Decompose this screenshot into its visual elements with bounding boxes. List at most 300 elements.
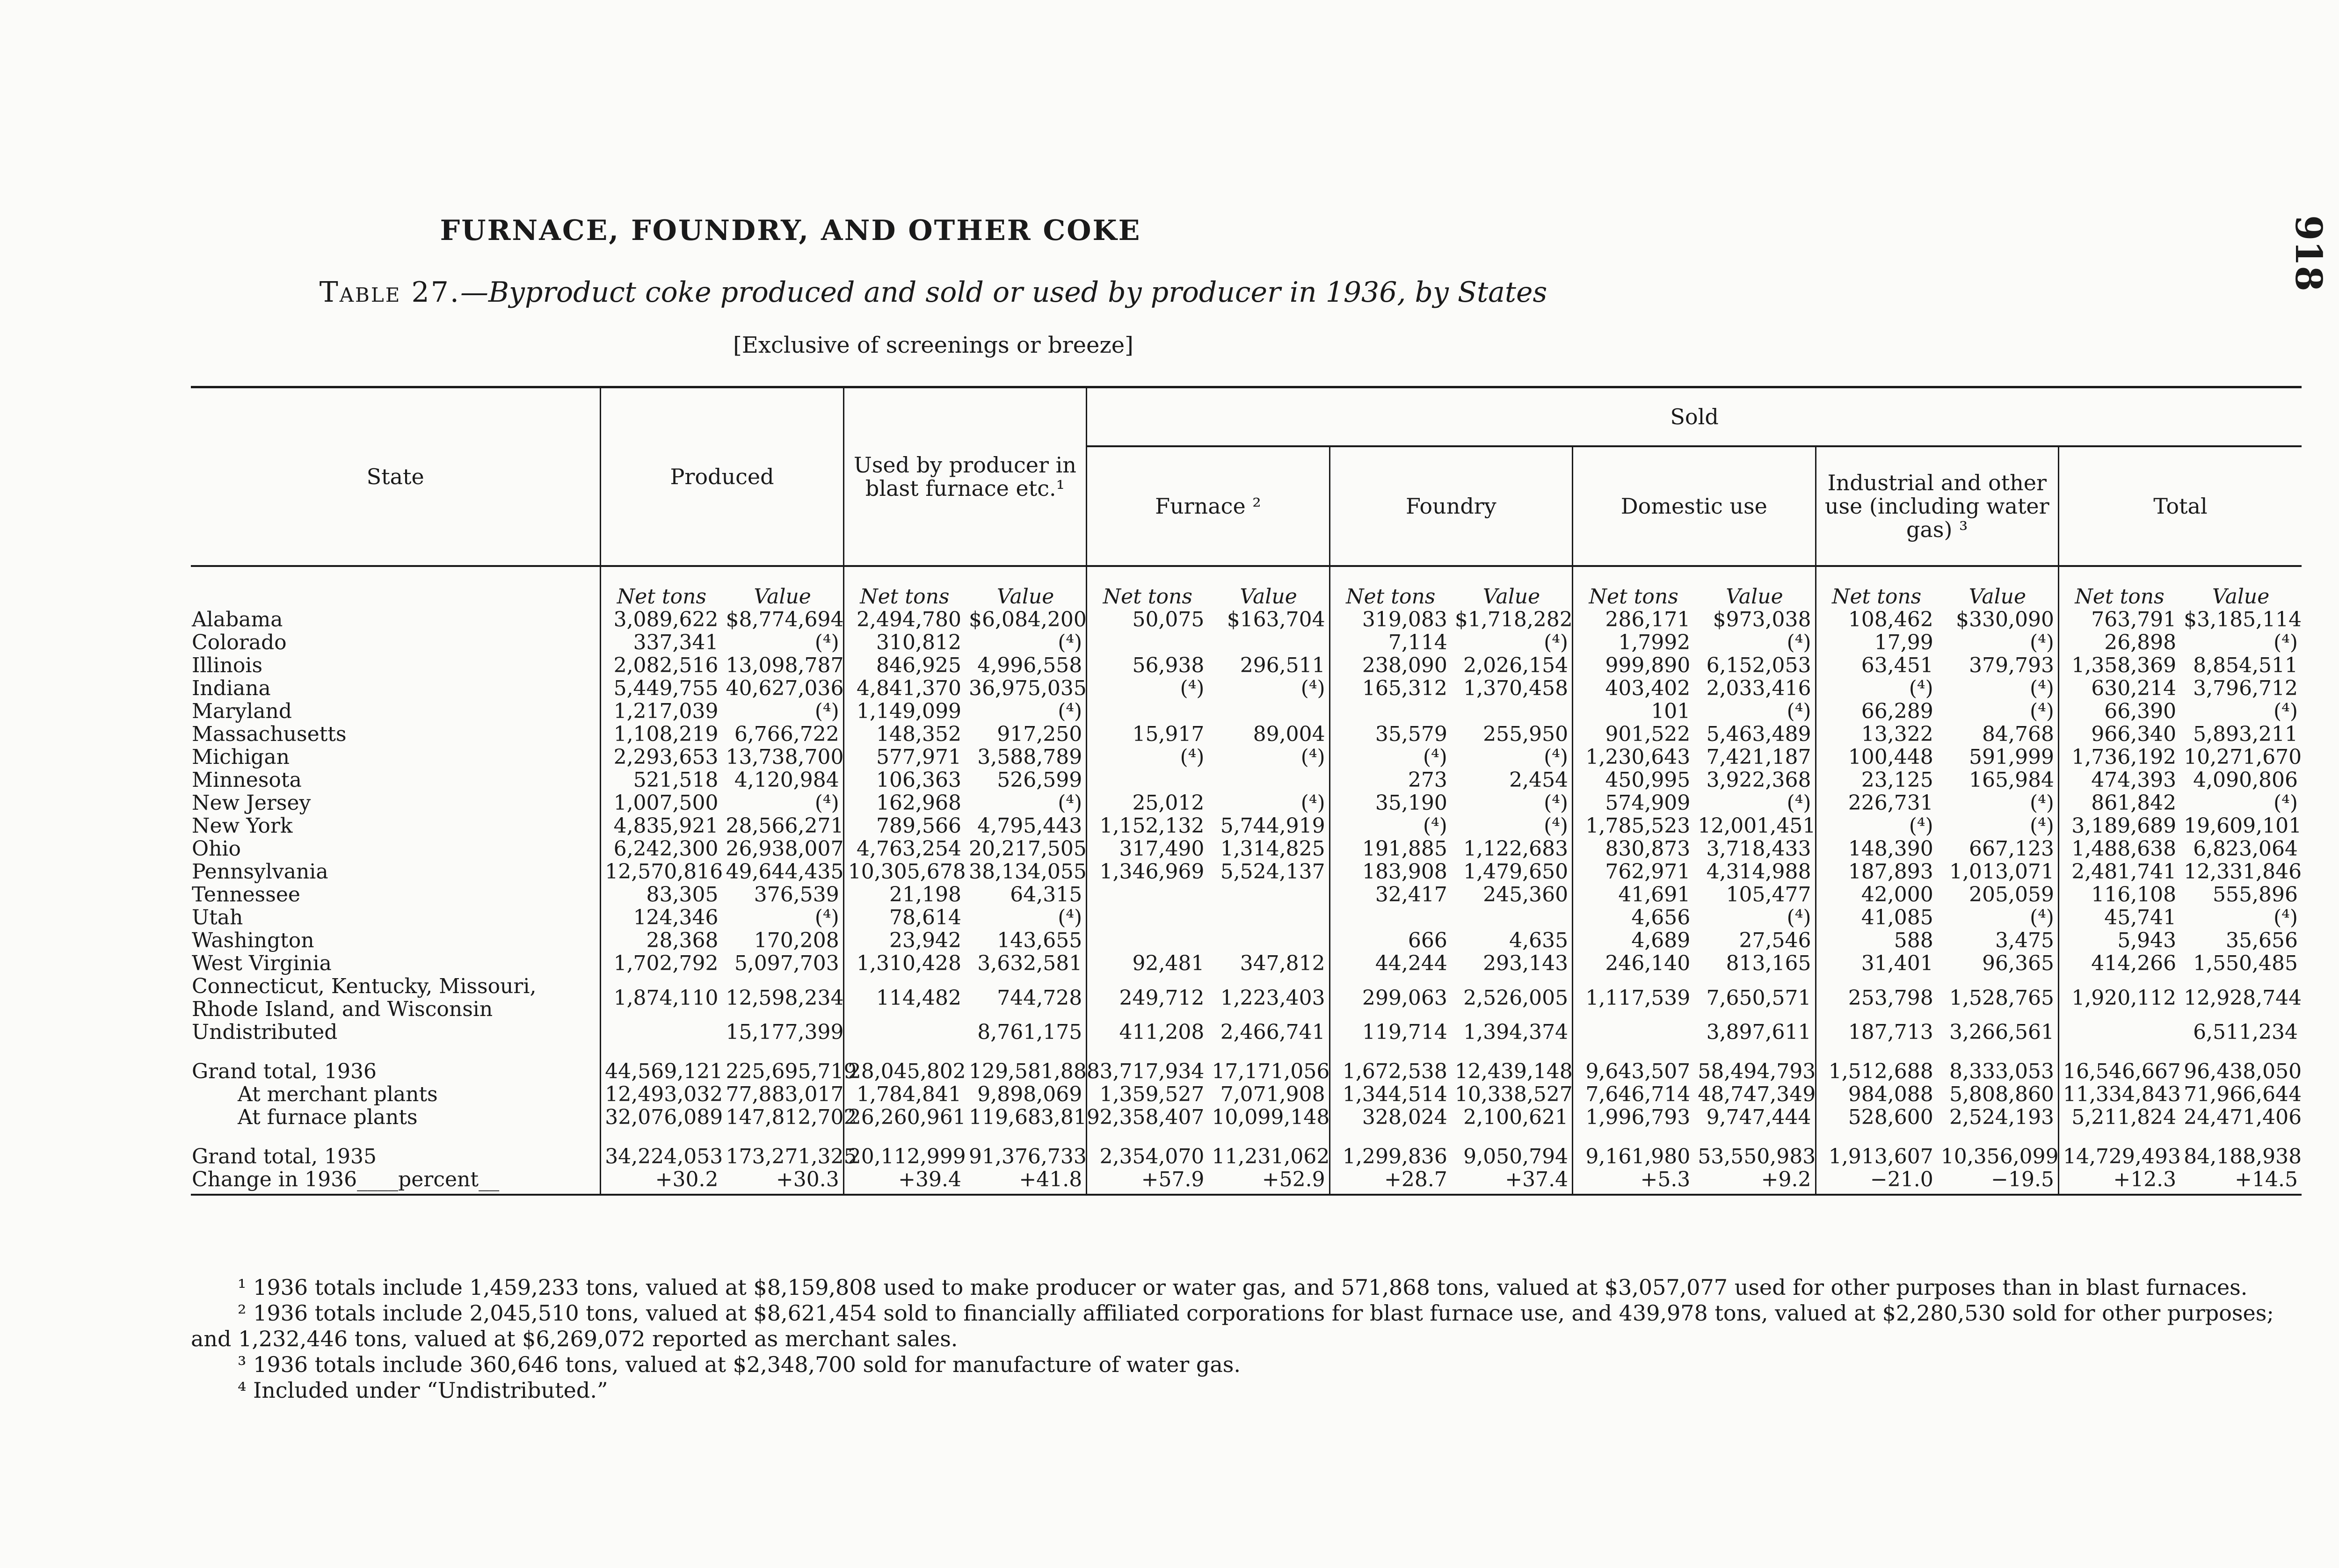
value-cell: +41.8 xyxy=(965,1168,1087,1195)
net-tons-cell: 1,996,793 xyxy=(1573,1106,1694,1129)
header-industrial: Industrial and other use (including water gas) ³ xyxy=(1816,446,2058,566)
net-tons-cell: 108,462 xyxy=(1816,608,1937,631)
net-tons-cell: 2,358,407 xyxy=(1087,1106,1208,1129)
net-tons-cell: 106,363 xyxy=(843,769,965,791)
value-cell: $1,718,282 xyxy=(1454,608,1573,632)
net-tons-cell: +57.9 xyxy=(1087,1168,1208,1195)
value-cell: (⁴) xyxy=(1787,631,1811,654)
net-tons-cell: 148,352 xyxy=(843,723,965,746)
net-tons-cell: 1,358,369 xyxy=(2058,654,2180,677)
net-tons-cell: 474,393 xyxy=(2058,769,2180,791)
value-cell: (⁴) xyxy=(2274,631,2298,654)
net-tons-cell: 1,784,841 xyxy=(843,1083,965,1106)
table-row xyxy=(191,1083,2302,1106)
net-tons-cell: 984,088 xyxy=(1816,1083,1937,1106)
header-produced: Produced xyxy=(601,387,843,566)
net-tons-cell: 7,646,714 xyxy=(1573,1083,1694,1106)
value-cell: 40,627,036 xyxy=(726,676,844,700)
net-tons-cell: 4,689 xyxy=(1573,929,1694,952)
value-cell: 2,466,741 xyxy=(1220,1020,1325,1044)
net-tons-cell xyxy=(1329,906,1451,929)
net-tons-cell: 273 xyxy=(1329,769,1451,791)
state-name: Colorado xyxy=(192,631,287,654)
net-tons-cell: +28.7 xyxy=(1329,1168,1451,1195)
net-tons-cell: 2,082,516 xyxy=(601,654,722,677)
value-cell: 3,718,433 xyxy=(1706,837,1811,861)
value-cell: 3,632,581 xyxy=(977,951,1082,975)
net-tons-cell: 249,712 xyxy=(1087,975,1208,1021)
value-cell: (⁴) xyxy=(2274,906,2298,929)
net-tons-cell: 1,217,039 xyxy=(601,700,722,723)
value-cell: 347,812 xyxy=(1240,951,1325,975)
value-cell: 7,650,571 xyxy=(1706,986,1811,1010)
net-tons-cell: 3,089,622 xyxy=(601,608,722,631)
state-name: Washington xyxy=(192,929,314,952)
value-cell: 58,494,793 xyxy=(1698,1060,1816,1083)
value-cell: 526,599 xyxy=(997,768,1082,792)
value-cell: (⁴) xyxy=(814,631,839,654)
footnote-2: ² 1936 totals include 2,045,510 tons, valued at $8,621,454 sold to financially affiliated corporations for blast furnace use, and 439,978 tons, valued at $2,280,530 sold for other purposes; and 1,232,446 tons, valued at $6,269,072 reported as merchant sales. xyxy=(191,1300,2274,1351)
state-name: Illinois xyxy=(192,653,263,677)
value-cell: 917,250 xyxy=(997,722,1082,746)
value-cell: 17,171,056 xyxy=(1212,1060,1330,1083)
value-cell: 6,152,053 xyxy=(1706,653,1811,677)
net-tons-cell: 1,117,539 xyxy=(1573,975,1694,1021)
value-cell: +30.3 xyxy=(722,1168,844,1195)
net-tons-cell: 78,614 xyxy=(843,906,965,929)
net-tons-cell: 763,791 xyxy=(2058,608,2180,631)
value-cell: (⁴) xyxy=(2029,699,2054,723)
value-cell xyxy=(1451,906,1573,929)
net-tons-cell: 1,299,836 xyxy=(1329,1129,1451,1168)
net-tons-cell: 1,152,132 xyxy=(1087,814,1208,837)
value-cell: 7,421,187 xyxy=(1706,745,1811,769)
value-cell xyxy=(1208,906,1329,929)
value-cell: 4,795,443 xyxy=(977,814,1082,838)
net-tons-cell: 23,125 xyxy=(1816,769,1937,791)
net-tons-cell: 630,214 xyxy=(2058,677,2180,700)
table-note: [Exclusive of screenings or breeze] xyxy=(733,332,1133,358)
table-row xyxy=(191,1129,2302,1168)
net-tons-cell: 999,890 xyxy=(1573,654,1694,677)
value-cell: 1,013,071 xyxy=(1949,860,2054,884)
net-tons-cell: (⁴) xyxy=(1816,814,1937,837)
net-tons-cell: 6,242,300 xyxy=(601,837,722,860)
state-name: At merchant plants xyxy=(238,1082,438,1106)
value-cell: 77,883,017 xyxy=(726,1082,844,1106)
net-tons-cell: (⁴) xyxy=(1329,746,1451,769)
table-row xyxy=(191,700,2302,723)
value-cell: (⁴) xyxy=(1058,791,1082,815)
net-tons-cell: 28,045,802 xyxy=(843,1044,965,1083)
net-tons-cell: 238,090 xyxy=(1329,654,1451,677)
unit-value: Value xyxy=(1482,585,1540,609)
net-tons-cell: 100,448 xyxy=(1816,746,1937,769)
net-tons-cell: 2,494,780 xyxy=(843,608,965,631)
table-row xyxy=(191,929,2302,952)
net-tons-cell: 15,917 xyxy=(1087,723,1208,746)
value-cell: 2,100,621 xyxy=(1463,1105,1569,1129)
net-tons-cell: 23,942 xyxy=(843,929,965,952)
net-tons-cell: 253,798 xyxy=(1816,975,1937,1021)
net-tons-cell: 25,012 xyxy=(1087,791,1208,814)
value-cell: 3,897,611 xyxy=(1706,1020,1811,1044)
net-tons-cell: 1,920,112 xyxy=(2058,975,2180,1021)
net-tons-cell: 35,579 xyxy=(1329,723,1451,746)
net-tons-cell: 328,024 xyxy=(1329,1106,1451,1129)
net-tons-cell: 42,000 xyxy=(1816,883,1937,906)
value-cell: (⁴) xyxy=(2274,791,2298,815)
value-cell: 89,004 xyxy=(1253,722,1325,746)
value-cell: $163,704 xyxy=(1227,608,1325,632)
net-tons-cell: 26,898 xyxy=(2058,631,2180,654)
net-tons-cell: 5,449,755 xyxy=(601,677,722,700)
value-cell: 84,188,938 xyxy=(2184,1145,2302,1169)
value-cell: (⁴) xyxy=(2029,676,2054,700)
table-row xyxy=(191,723,2302,746)
value-cell: 1,394,374 xyxy=(1463,1020,1569,1044)
footnote-4: ⁴ Included under “Undistributed.” xyxy=(238,1378,608,1403)
coke-table xyxy=(191,386,2302,1196)
value-cell: 296,511 xyxy=(1240,653,1325,677)
value-cell: +52.9 xyxy=(1208,1168,1329,1195)
value-cell: 20,217,505 xyxy=(968,837,1087,861)
state-name: Grand total, 1935 xyxy=(192,1145,377,1169)
table-row xyxy=(191,654,2302,677)
net-tons-cell: (⁴) xyxy=(1087,677,1208,700)
value-cell: 15,177,399 xyxy=(726,1020,844,1044)
value-cell: 376,539 xyxy=(754,883,839,907)
net-tons-cell: 13,322 xyxy=(1816,723,1937,746)
value-cell: 173,271,325 xyxy=(726,1145,857,1169)
value-cell: (⁴) xyxy=(2029,814,2054,838)
net-tons-cell: 26,260,961 xyxy=(843,1106,965,1129)
value-cell: 255,950 xyxy=(1483,722,1569,746)
value-cell: (⁴) xyxy=(814,791,839,815)
net-tons-cell: 1,512,688 xyxy=(1816,1044,1937,1083)
net-tons-cell: +12.3 xyxy=(2058,1168,2180,1195)
net-tons-cell: 337,341 xyxy=(601,631,722,654)
value-cell: 129,581,888 xyxy=(968,1060,1100,1083)
value-cell: 64,315 xyxy=(1010,883,1082,907)
page-number: 918 xyxy=(2287,215,2330,291)
net-tons-cell: 187,893 xyxy=(1816,860,1937,883)
net-tons-cell: 50,075 xyxy=(1087,608,1208,631)
value-cell: 12,439,148 xyxy=(1454,1060,1573,1083)
value-cell: 4,635 xyxy=(1509,929,1569,952)
value-cell: 119,683,819 xyxy=(968,1105,1100,1129)
net-tons-cell: 183,908 xyxy=(1329,860,1451,883)
net-tons-cell: 4,835,921 xyxy=(601,814,722,837)
net-tons-cell: 3,189,689 xyxy=(2058,814,2180,837)
net-tons-cell: 28,368 xyxy=(601,929,722,952)
net-tons-cell: 83,305 xyxy=(601,883,722,906)
net-tons-cell: (⁴) xyxy=(1816,677,1937,700)
value-cell: 379,793 xyxy=(1969,653,2054,677)
value-cell xyxy=(1451,700,1573,723)
header-state: State xyxy=(191,387,601,566)
value-cell: (⁴) xyxy=(1300,676,1325,700)
net-tons-cell: 101 xyxy=(1573,700,1694,723)
value-cell: 12,331,846 xyxy=(2184,860,2302,884)
net-tons-cell: 32,076,089 xyxy=(601,1106,722,1129)
net-tons-cell: 11,334,843 xyxy=(2058,1083,2180,1106)
net-tons-cell: 92,481 xyxy=(1087,952,1208,975)
net-tons-cell: 114,482 xyxy=(843,975,965,1021)
units-spacer xyxy=(191,566,601,608)
table-row xyxy=(191,1021,2302,1044)
header-foundry: Foundry xyxy=(1329,446,1572,566)
value-cell: (⁴) xyxy=(1058,631,1082,654)
net-tons-cell: 7,114 xyxy=(1329,631,1451,654)
net-tons-cell: 16,546,667 xyxy=(2058,1044,2180,1083)
value-cell xyxy=(1208,631,1329,654)
value-cell: 591,999 xyxy=(1969,745,2054,769)
value-cell: (⁴) xyxy=(1544,791,1569,815)
net-tons-cell xyxy=(1087,700,1208,723)
table-row xyxy=(191,1044,2302,1083)
net-tons-cell: +30.2 xyxy=(601,1168,722,1195)
net-tons-cell: 762,971 xyxy=(1573,860,1694,883)
footnotes xyxy=(191,1275,2305,1403)
value-cell: 1,370,458 xyxy=(1463,676,1569,700)
net-tons-cell: 830,873 xyxy=(1573,837,1694,860)
value-cell: (⁴) xyxy=(1787,906,1811,929)
table-row xyxy=(191,769,2302,791)
net-tons-cell: 41,691 xyxy=(1573,883,1694,906)
value-cell: 13,098,787 xyxy=(726,653,844,677)
value-cell: 10,271,670 xyxy=(2184,745,2302,769)
value-cell: 5,097,703 xyxy=(734,951,839,975)
value-cell: 165,984 xyxy=(1969,768,2054,792)
footnote-1: ¹ 1936 totals include 1,459,233 tons, valued at $8,159,808 used to make producer or water gas, and 571,868 tons, valued at $3,057,077 used for other purposes than in blast furnaces. xyxy=(238,1275,2248,1300)
section-title: FURNACE, FOUNDRY, AND OTHER COKE xyxy=(440,214,1141,247)
header-domestic: Domestic use xyxy=(1573,446,1816,566)
value-cell: 6,511,234 xyxy=(2193,1020,2298,1044)
value-cell: (⁴) xyxy=(2274,699,2298,723)
table-row xyxy=(191,1106,2302,1129)
value-cell: (⁴) xyxy=(1058,906,1082,929)
net-tons-cell: 310,812 xyxy=(843,631,965,654)
net-tons-cell: 66,390 xyxy=(2058,700,2180,723)
net-tons-cell xyxy=(1087,906,1208,929)
table-row xyxy=(191,837,2302,860)
net-tons-cell: 34,224,053 xyxy=(601,1129,722,1168)
net-tons-cell: 1,874,110 xyxy=(601,975,722,1021)
net-tons-cell: 966,340 xyxy=(2058,723,2180,746)
value-cell: 35,656 xyxy=(2226,929,2298,952)
net-tons-cell: 574,909 xyxy=(1573,791,1694,814)
net-tons-cell: 45,741 xyxy=(2058,906,2180,929)
net-tons-cell: 861,842 xyxy=(2058,791,2180,814)
value-cell: 1,528,765 xyxy=(1949,986,2054,1010)
net-tons-cell: 165,312 xyxy=(1329,677,1451,700)
net-tons-cell: 521,518 xyxy=(601,769,722,791)
value-cell: $973,038 xyxy=(1713,608,1811,632)
state-name: Minnesota xyxy=(192,768,302,792)
value-cell: 293,143 xyxy=(1483,951,1569,975)
table-row xyxy=(191,677,2302,700)
net-tons-cell xyxy=(1573,1021,1694,1044)
net-tons-cell: 411,208 xyxy=(1087,1021,1208,1044)
net-tons-cell: 187,713 xyxy=(1816,1021,1937,1044)
value-cell: 1,550,485 xyxy=(2193,951,2298,975)
value-cell: 13,738,700 xyxy=(726,745,844,769)
net-tons-cell: 4,841,370 xyxy=(843,677,965,700)
header-used-by-producer: Used by producer in blast furnace etc.¹ xyxy=(843,387,1086,566)
value-cell: 19,609,101 xyxy=(2184,814,2302,838)
net-tons-cell: 1,108,219 xyxy=(601,723,722,746)
value-cell: 1,479,650 xyxy=(1463,860,1569,884)
net-tons-cell: 148,390 xyxy=(1816,837,1937,860)
net-tons-cell: 5,943 xyxy=(2058,929,2180,952)
net-tons-cell xyxy=(2058,1021,2180,1044)
value-cell: (⁴) xyxy=(2029,791,2054,815)
state-name: New York xyxy=(192,814,293,838)
net-tons-cell xyxy=(1087,769,1208,791)
net-tons-cell: 286,171 xyxy=(1573,608,1694,631)
table-caption: —Byproduct coke produced and sold or used by producer in 1936, by States xyxy=(460,276,1547,309)
value-cell: (⁴) xyxy=(1544,745,1569,769)
value-cell: 11,231,062 xyxy=(1212,1145,1330,1169)
state-name: Ohio xyxy=(192,837,241,861)
net-tons-cell: 44,244 xyxy=(1329,952,1451,975)
value-cell: 2,454 xyxy=(1509,768,1569,792)
net-tons-cell: 44,569,121 xyxy=(601,1044,722,1083)
net-tons-cell: 1,230,643 xyxy=(1573,746,1694,769)
value-cell: 7,071,908 xyxy=(1220,1082,1325,1106)
state-name: Alabama xyxy=(192,608,283,632)
value-cell: 2,526,005 xyxy=(1463,986,1569,1010)
value-cell: 96,365 xyxy=(1982,951,2054,975)
value-cell: 3,922,368 xyxy=(1706,768,1811,792)
header-total: Total xyxy=(2058,446,2302,566)
net-tons-cell: 1,149,099 xyxy=(843,700,965,723)
net-tons-cell: 1,359,527 xyxy=(1087,1083,1208,1106)
unit-net-tons: Net tons xyxy=(1573,566,1694,608)
value-cell: 555,896 xyxy=(2213,883,2298,907)
net-tons-cell: 1,785,523 xyxy=(1573,814,1694,837)
table-row xyxy=(191,906,2302,929)
net-tons-cell xyxy=(1329,700,1451,723)
net-tons-cell: 10,305,678 xyxy=(843,860,965,883)
net-tons-cell: 66,289 xyxy=(1816,700,1937,723)
net-tons-cell: 317,490 xyxy=(1087,837,1208,860)
net-tons-cell: 1,007,500 xyxy=(601,791,722,814)
value-cell: 53,550,983 xyxy=(1698,1145,1816,1169)
unit-net-tons: Net tons xyxy=(2058,566,2180,608)
value-cell: (⁴) xyxy=(2029,906,2054,929)
value-cell: 48,747,349 xyxy=(1698,1082,1816,1106)
value-cell: 205,059 xyxy=(1969,883,2054,907)
net-tons-cell: 1,736,192 xyxy=(2058,746,2180,769)
value-cell: 8,333,053 xyxy=(1949,1060,2054,1083)
unit-value: Value xyxy=(996,585,1054,609)
state-name: Michigan xyxy=(192,745,290,769)
value-cell: 744,728 xyxy=(997,986,1082,1010)
net-tons-cell: 789,566 xyxy=(843,814,965,837)
value-cell: 12,598,234 xyxy=(726,986,844,1010)
net-tons-cell: 2,481,741 xyxy=(2058,860,2180,883)
value-cell: (⁴) xyxy=(1300,745,1325,769)
net-tons-cell: 246,140 xyxy=(1573,952,1694,975)
net-tons-cell: 9,643,507 xyxy=(1573,1044,1694,1083)
unit-net-tons: Net tons xyxy=(843,566,965,608)
value-cell: $6,084,200 xyxy=(968,608,1087,632)
table-body xyxy=(191,566,2302,1195)
net-tons-cell xyxy=(1087,929,1208,952)
net-tons-cell: 20,112,999 xyxy=(843,1129,965,1168)
header-sold: Sold xyxy=(1087,387,2302,447)
net-tons-cell: 4,656 xyxy=(1573,906,1694,929)
net-tons-cell: 2,354,070 xyxy=(1087,1129,1208,1168)
value-cell: 2,026,154 xyxy=(1463,653,1569,677)
table-row xyxy=(191,860,2302,883)
value-cell: 8,761,175 xyxy=(977,1020,1082,1044)
unit-net-tons: Net tons xyxy=(1329,566,1451,608)
state-name: Tennessee xyxy=(192,883,300,907)
value-cell: 5,893,211 xyxy=(2193,722,2298,746)
state-name: Massachusetts xyxy=(192,722,347,746)
net-tons-cell: 4,763,254 xyxy=(843,837,965,860)
value-cell: 12,001,451 xyxy=(1698,814,1816,838)
net-tons-cell: 14,729,493 xyxy=(2058,1129,2180,1168)
net-tons-cell: 3,717,934 xyxy=(1087,1044,1208,1083)
net-tons-cell: 577,971 xyxy=(843,746,965,769)
net-tons-cell: +39.4 xyxy=(843,1168,965,1195)
net-tons-cell: 56,938 xyxy=(1087,654,1208,677)
state-name: At furnace plants xyxy=(238,1105,418,1129)
value-cell: +14.5 xyxy=(2180,1168,2302,1195)
unit-value: Value xyxy=(1240,585,1297,609)
net-tons-cell: −21.0 xyxy=(1816,1168,1937,1195)
net-tons-cell xyxy=(1087,883,1208,906)
net-tons-cell xyxy=(843,1021,965,1044)
value-cell: 9,747,444 xyxy=(1706,1105,1811,1129)
state-name: West Virginia xyxy=(192,951,332,975)
value-cell: 49,644,435 xyxy=(726,860,844,884)
net-tons-cell: 124,346 xyxy=(601,906,722,929)
value-cell: 4,996,558 xyxy=(977,653,1082,677)
value-cell: 225,695,719 xyxy=(726,1060,857,1083)
state-name: Maryland xyxy=(192,699,292,723)
value-cell: 3,796,712 xyxy=(2193,676,2298,700)
value-cell: 24,471,406 xyxy=(2184,1105,2302,1129)
value-cell: 12,928,744 xyxy=(2184,986,2302,1010)
value-cell: 91,376,733 xyxy=(968,1145,1087,1169)
value-cell: 3,475 xyxy=(1995,929,2054,952)
units-row xyxy=(191,566,2302,608)
value-cell: 5,744,919 xyxy=(1220,814,1325,838)
net-tons-cell xyxy=(1087,631,1208,654)
value-cell: 5,524,137 xyxy=(1220,860,1325,884)
value-cell: 143,655 xyxy=(997,929,1082,952)
net-tons-cell: (⁴) xyxy=(1087,746,1208,769)
value-cell: (⁴) xyxy=(1787,699,1811,723)
net-tons-cell: 846,925 xyxy=(843,654,965,677)
value-cell: 96,438,050 xyxy=(2184,1060,2302,1083)
header-furnace: Furnace ² xyxy=(1087,446,1329,566)
state-name: Connecticut, Kentucky, Missouri, Rhode Island, and Wisconsin xyxy=(192,974,537,1021)
net-tons-cell: 21,198 xyxy=(843,883,965,906)
state-name: Utah xyxy=(192,906,243,929)
value-cell: (⁴) xyxy=(1544,631,1569,654)
net-tons-cell: (⁴) xyxy=(1329,814,1451,837)
net-tons-cell: 63,451 xyxy=(1816,654,1937,677)
value-cell: 2,524,193 xyxy=(1949,1105,2054,1129)
net-tons-cell: 1,702,792 xyxy=(601,952,722,975)
net-tons-cell: 1,672,538 xyxy=(1329,1044,1451,1083)
